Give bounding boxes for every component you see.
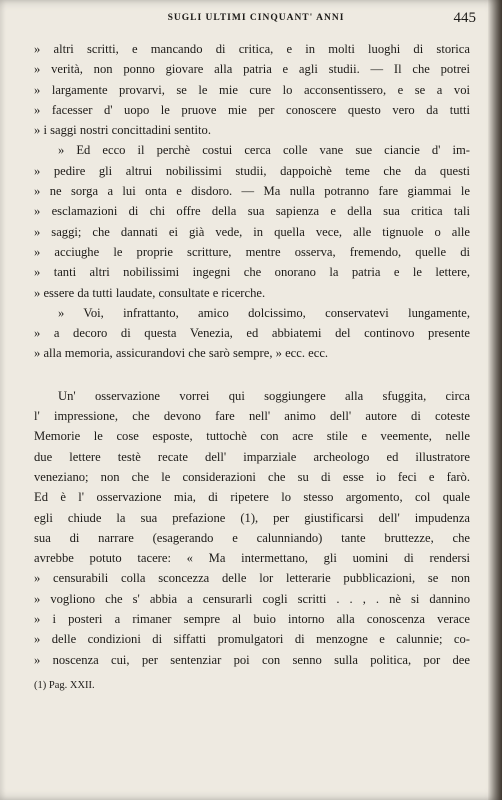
page-spine-shadow: [488, 0, 502, 800]
text-line: Memorie le cose esposte, tuttochè con acre stile e veemente, nelle: [34, 429, 470, 444]
text-line: » ne sorga a lui onta e disdoro. — Ma nulla potranno fare giammai le: [34, 184, 470, 199]
text-line: » largamente provarvi, se le mie cure lo acconsentissero, e se a voi: [34, 82, 470, 97]
text-line: » essere da tutti laudate, consultate e ricerche.: [34, 285, 266, 300]
text-line: » vogliono che s' abbia a censurarli cogli scritti . . , . nè si dannino: [34, 591, 470, 606]
footnote: (1) Pag. XXII.: [34, 679, 95, 691]
text-line: » alla memoria, assicurandovi che sarò sempre, » ecc. ecc.: [34, 346, 329, 361]
text-line: sua di narrare (esagerando e calunniando) tante bruttezze, che: [34, 530, 470, 545]
page-header: [36, 10, 476, 29]
page-body: [34, 39, 470, 695]
running-title: SUGLI ULTIMI CINQUANT' ANNI: [167, 13, 345, 23]
text-line: » saggi; che dannati ei già vede, in quella vece, alle tignuole o alle: [34, 224, 470, 239]
text-line: due lettere testè recate dell' imparziale archeologo ed illustratore: [34, 449, 470, 464]
text-line: » i posteri a rimaner sempre al buio intorno alla conoscenza verace: [34, 612, 470, 627]
text-line: » acciughe le proprie scritture, mentre osserva, fremendo, quelle di: [34, 244, 470, 259]
text-line: » i saggi nostri concittadini sentito.: [34, 123, 211, 138]
text-line: » facesser d' uopo le pruove mie per conoscere questo vero da tutti: [34, 102, 470, 117]
text-line: Un' osservazione vorrei qui soggiungere alla sfuggita, circa: [58, 388, 470, 403]
text-line: veneziano; non che le considerazioni che su di esse io feci e farò.: [34, 469, 470, 484]
text-line: » Voi, infrattanto, amico dolcissimo, conservatevi lungamente,: [58, 305, 470, 320]
text-line: egli chiude la sua prefazione (1), per giustificarsi dell' impudenza: [34, 510, 470, 525]
text-line: » esclamazioni di chi offre della sua sapienza e della sua critica tali: [34, 204, 470, 219]
text-line: » Ed ecco il perchè costui cerca colle vane sue ciancie d' im-: [58, 143, 470, 158]
text-line: » verità, non ponno giovare alla patria e agli studii. — Il che potrei: [34, 62, 470, 77]
text-line: » altri scritti, e mancando di critica, e in molti luoghi di storica: [34, 42, 470, 56]
text-line: » a decoro di questa Venezia, ed abbiatemi del continovo presente: [34, 326, 470, 341]
text-line: » censurabili colla sconcezza delle lor letterarie pubblicazioni, se non: [34, 571, 470, 586]
text-line: » delle condizioni di siffatti promulgatori di menzogne e calunnie; co-: [34, 632, 470, 647]
footnote-spacer: [34, 670, 470, 677]
text-line: l' impressione, che devono fare nell' animo dell' autore di coteste: [34, 409, 470, 424]
text-line: Ed è l' osservazione mia, di ripetere lo stesso argomento, col quale: [34, 490, 470, 505]
page-number: 445: [453, 10, 476, 26]
text-line: » pedire gli altrui nobilissimi studii, dappoichè teme che da questi: [34, 163, 470, 178]
paragraph-gap: [34, 364, 470, 386]
text-line: » noscenza cui, per sentenziar poi con senno sulla politica, por dee: [34, 652, 470, 667]
text-line: » tanti altri nobilissimi ingegni che onorano la patria e le lettere,: [34, 265, 470, 280]
text-line: avrebbe potuto tacere: « Ma intermettano, gli uomini di rendersi: [34, 551, 470, 566]
